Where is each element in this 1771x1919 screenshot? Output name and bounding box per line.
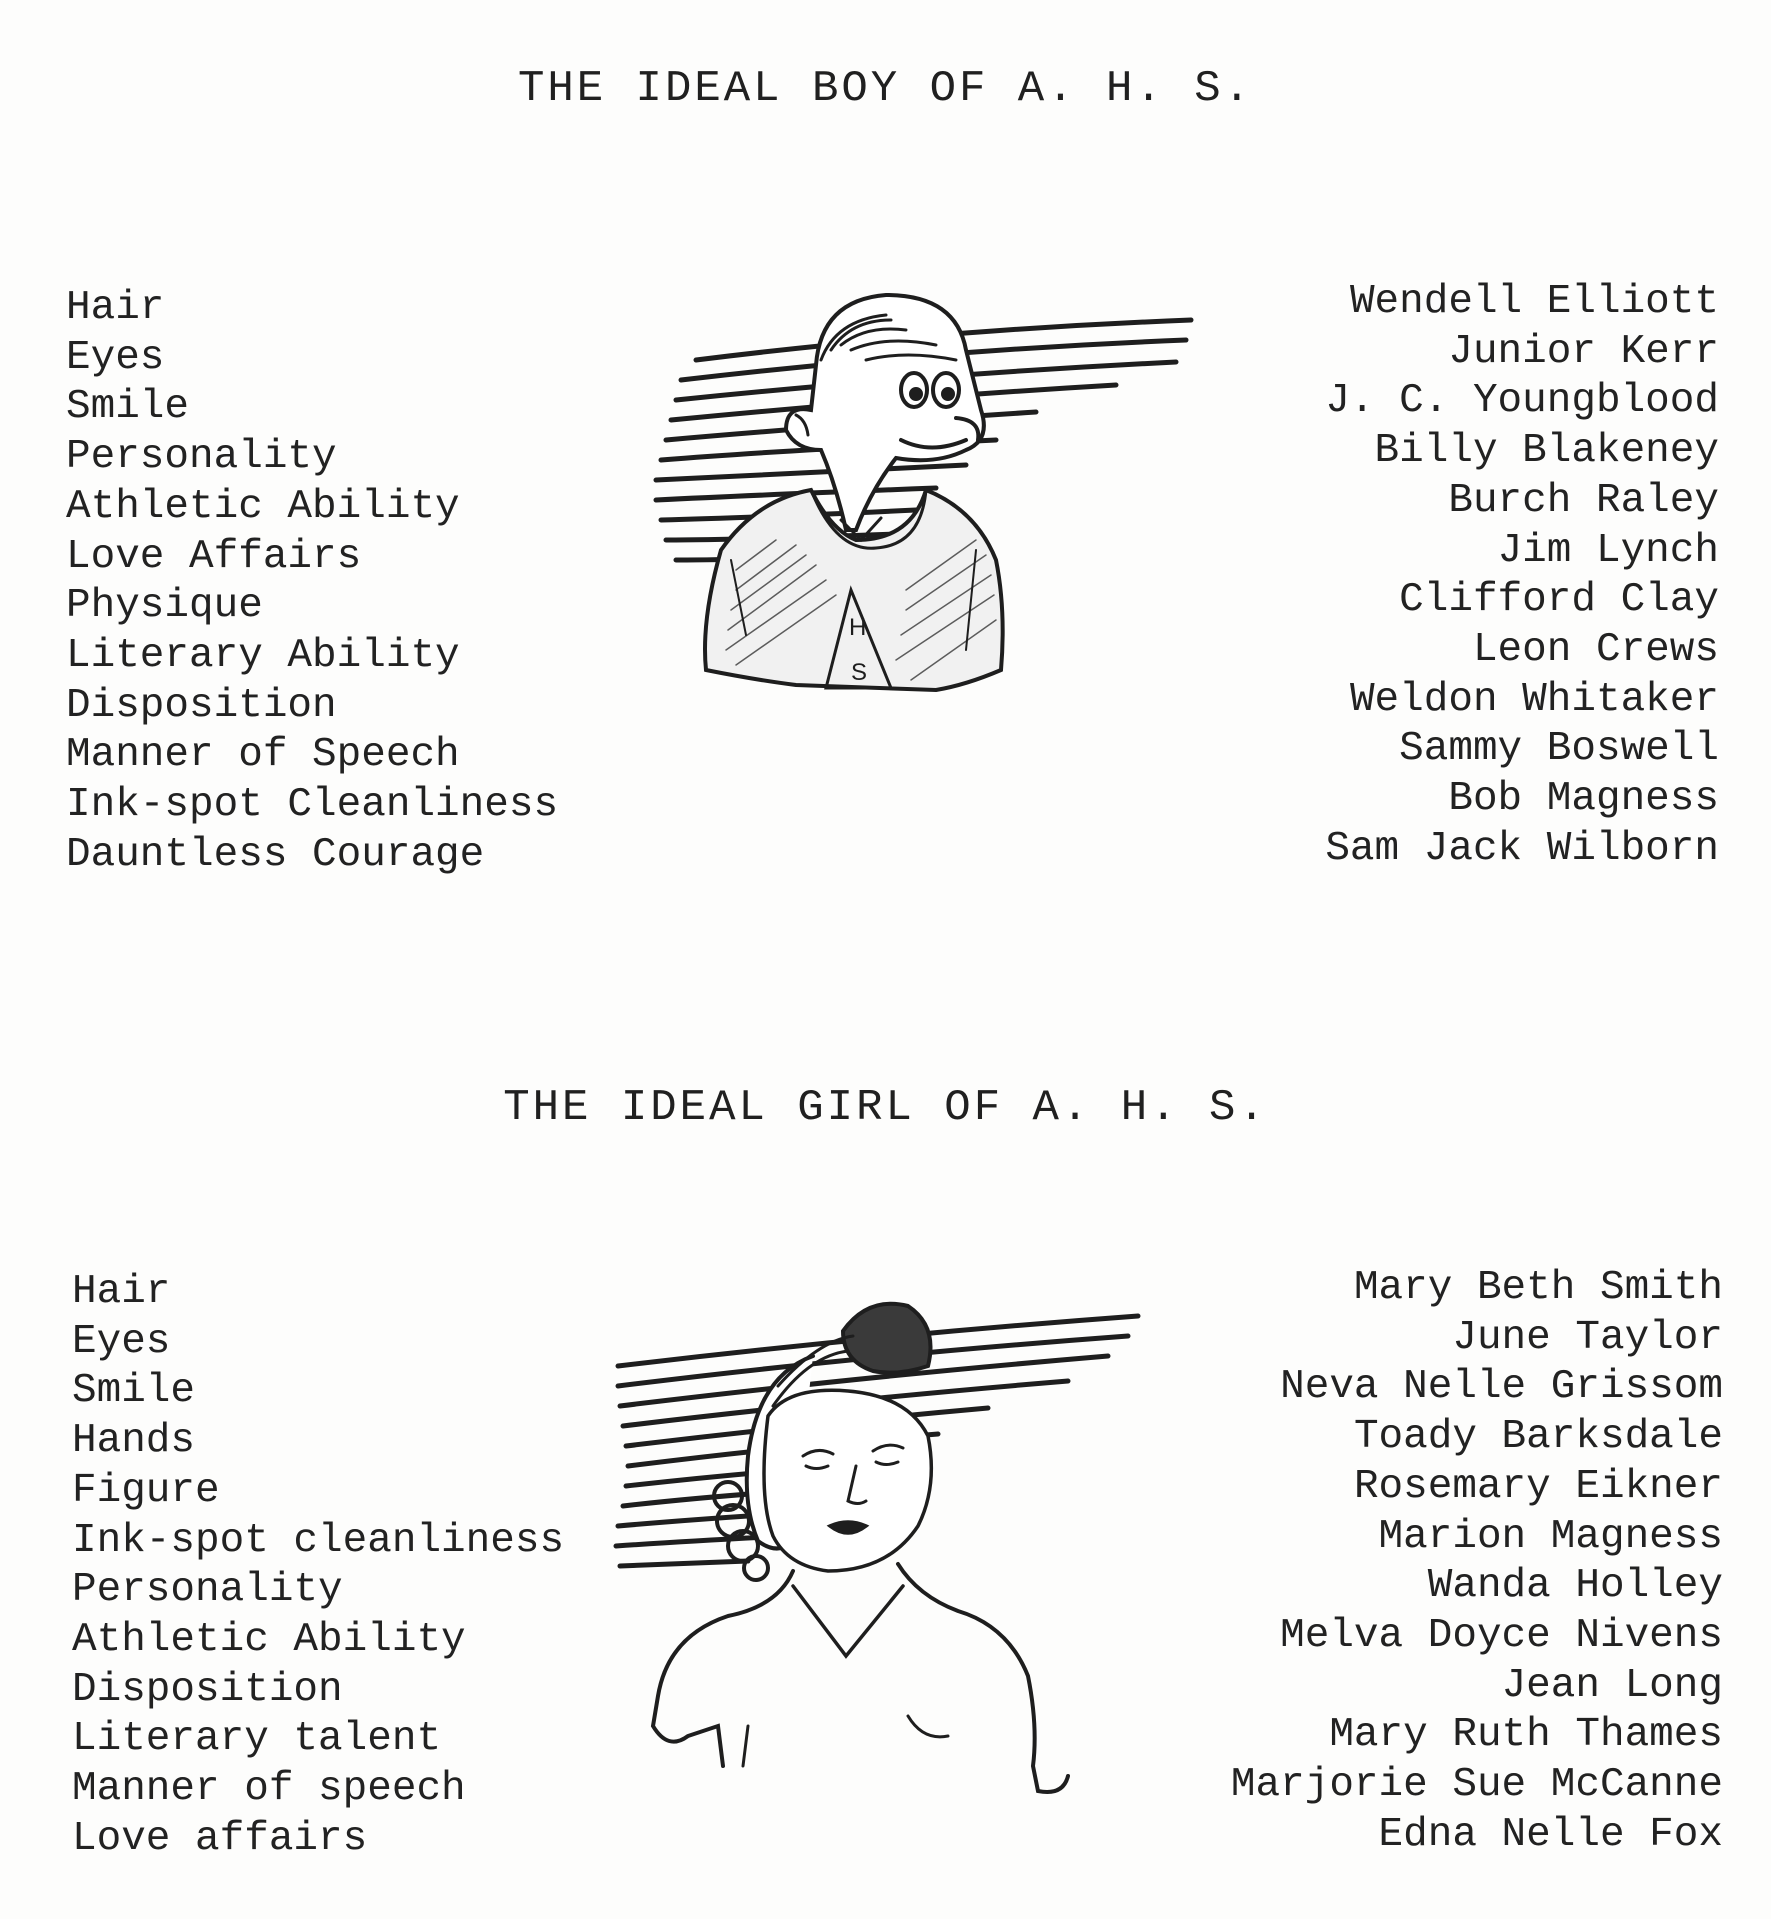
- girl-name-list: [1231, 1264, 1723, 1860]
- boy-cartoon-illustration: [636, 290, 1196, 770]
- boy-category: Hair: [66, 285, 165, 331]
- girl-face: [764, 1390, 931, 1571]
- girl-name: Rosemary Eikner: [1353, 1463, 1723, 1510]
- boy-name: Jim Lynch: [1497, 527, 1719, 574]
- boy-category: Literary Ability: [66, 632, 460, 679]
- girl-name: Edna Nelle Fox: [1378, 1811, 1723, 1858]
- girl-name: June Taylor: [1452, 1314, 1723, 1361]
- girl-name: Mary Ruth Thames: [1329, 1712, 1723, 1759]
- girl-category: Ink-spot cleanliness: [72, 1517, 565, 1564]
- boy-name: Bob Magness: [1448, 776, 1719, 823]
- girl-category: Literary talent: [72, 1716, 442, 1763]
- girl-cartoon-illustration: [608, 1296, 1148, 1816]
- girl-category: Disposition: [72, 1666, 343, 1713]
- girl-category: Figure: [72, 1467, 220, 1514]
- boy-category: Eyes: [66, 334, 165, 381]
- girl-category-list: [72, 1268, 564, 1864]
- girl-category: Smile: [72, 1368, 196, 1415]
- boy-name: Billy Blakeney: [1374, 428, 1719, 475]
- girl-body: [653, 1564, 1068, 1792]
- boy-name: Burch Raley: [1448, 477, 1719, 524]
- boy-category: Manner of Speech: [66, 732, 460, 779]
- girl-category: Hands: [72, 1418, 196, 1465]
- girl-name: Toady Barksdale: [1353, 1414, 1723, 1461]
- boy-name: Weldon Whitaker: [1349, 676, 1719, 723]
- girl-category: Personality: [72, 1567, 343, 1614]
- boy-name: Leon Crews: [1472, 626, 1719, 673]
- girl-category: Hair: [72, 1269, 171, 1315]
- boy-name-list: [1325, 278, 1719, 874]
- ideal-boy-heading: THE IDEAL BOY OF A. H. S.: [517, 64, 1254, 114]
- boy-category: Athletic Ability: [66, 483, 460, 530]
- svg-text:S: S: [851, 659, 868, 686]
- girl-category: Love affairs: [72, 1815, 368, 1862]
- boy-category: Disposition: [66, 682, 337, 729]
- boy-name: Junior Kerr: [1448, 328, 1719, 375]
- girl-name: Melva Doyce Nivens: [1280, 1612, 1723, 1659]
- girl-category: Manner of speech: [72, 1766, 466, 1813]
- ideal-girl-heading: THE IDEAL GIRL OF A. H. S.: [503, 1083, 1268, 1133]
- boy-name: Clifford Clay: [1399, 577, 1719, 624]
- girl-name: Marjorie Sue McCanne: [1230, 1762, 1723, 1809]
- boy-category: Personality: [66, 434, 337, 481]
- boy-name: J. C. Youngblood: [1325, 378, 1719, 425]
- boy-category: Physique: [66, 583, 263, 630]
- girl-name: Neva Nelle Grissom: [1280, 1364, 1723, 1411]
- boy-name: Sam Jack Wilborn: [1325, 825, 1719, 872]
- girl-name: Wanda Holley: [1427, 1563, 1723, 1610]
- girl-category: Athletic Ability: [72, 1616, 466, 1663]
- boy-category: Smile: [66, 384, 190, 431]
- boy-name: Sammy Boswell: [1399, 726, 1719, 773]
- boy-category: Ink-spot Cleanliness: [66, 782, 559, 829]
- svg-text:H: H: [849, 614, 867, 641]
- girl-name: Marion Magness: [1378, 1513, 1723, 1560]
- boy-category: Dauntless Courage: [66, 831, 485, 878]
- girl-category: Eyes: [72, 1318, 171, 1365]
- girl-name: Jean Long: [1501, 1662, 1723, 1709]
- boy-name: Wendell Elliott: [1349, 279, 1719, 325]
- boy-category-list: [66, 284, 558, 880]
- girl-name: Mary Beth Smith: [1353, 1265, 1723, 1311]
- boy-category: Love Affairs: [66, 533, 362, 580]
